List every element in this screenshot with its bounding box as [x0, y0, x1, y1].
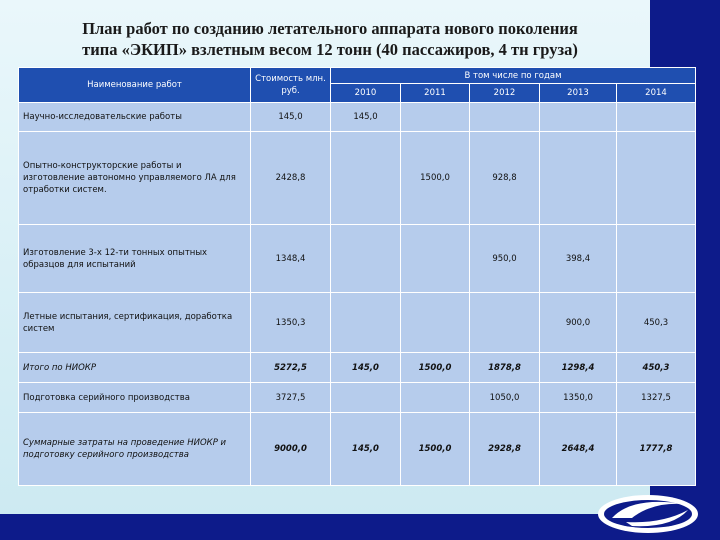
- row-2014: 450,3: [617, 353, 696, 383]
- row-2013: 1298,4: [540, 353, 617, 383]
- row-2012: [470, 293, 540, 353]
- table-row: [19, 225, 696, 293]
- row-2012: 2928,8: [470, 413, 540, 486]
- row-name: Опытно-конструкторские работы и изготовление автономно управляемого ЛА для отработки систем.: [19, 132, 251, 225]
- row-name: Летные испытания, сертификация, доработка систем: [19, 293, 251, 353]
- row-2014: 450,3: [617, 293, 696, 353]
- row-2011: [401, 225, 470, 293]
- row-cost: 3727,5: [251, 383, 331, 413]
- row-2010: [331, 293, 401, 353]
- row-name: Научно-исследовательские работы: [19, 103, 251, 132]
- table-row: [19, 132, 696, 225]
- row-2010: [331, 225, 401, 293]
- title-line-1: План работ по созданию летательного аппарата нового поколения: [82, 19, 578, 38]
- row-2011: [401, 383, 470, 413]
- table-row: [19, 293, 696, 353]
- header-cost: Стоимость млн. руб.: [251, 68, 331, 103]
- row-2014: 1327,5: [617, 383, 696, 413]
- row-2011: 1500,0: [401, 132, 470, 225]
- row-2012: 1050,0: [470, 383, 540, 413]
- header-year-2014: 2014: [617, 84, 696, 103]
- row-cost: 2428,8: [251, 132, 331, 225]
- header-work-name: Наименование работ: [19, 68, 251, 103]
- row-2010: 145,0: [331, 103, 401, 132]
- row-2011: [401, 103, 470, 132]
- row-2011: 1500,0: [401, 353, 470, 383]
- row-2013: 900,0: [540, 293, 617, 353]
- row-cost: 1350,3: [251, 293, 331, 353]
- row-2012: 950,0: [470, 225, 540, 293]
- row-name: Итого по НИОКР: [19, 353, 251, 383]
- header-year-2012: 2012: [470, 84, 540, 103]
- work-plan-table: [18, 67, 696, 486]
- row-2014: [617, 132, 696, 225]
- row-2011: [401, 293, 470, 353]
- row-2014: [617, 225, 696, 293]
- row-cost: 145,0: [251, 103, 331, 132]
- row-2012: 928,8: [470, 132, 540, 225]
- table-row: [19, 353, 696, 383]
- row-name: Изготовление 3-х 12-ти тонных опытных образцов для испытаний: [19, 225, 251, 293]
- row-2012: 1878,8: [470, 353, 540, 383]
- row-2012: [470, 103, 540, 132]
- row-2010: 145,0: [331, 413, 401, 486]
- table-row: [19, 383, 696, 413]
- row-2013: 398,4: [540, 225, 617, 293]
- row-2010: 145,0: [331, 353, 401, 383]
- table-row: [19, 103, 696, 132]
- header-year-2013: 2013: [540, 84, 617, 103]
- row-2010: [331, 132, 401, 225]
- row-cost: 1348,4: [251, 225, 331, 293]
- header-year-2011: 2011: [401, 84, 470, 103]
- page-title: [20, 18, 640, 60]
- title-line-2: типа «ЭКИП» взлетным весом 12 тонн (40 пассажиров, 4 тн груза): [82, 40, 578, 59]
- row-2014: 1777,8: [617, 413, 696, 486]
- row-cost: 5272,5: [251, 353, 331, 383]
- row-2010: [331, 383, 401, 413]
- row-2013: 1350,0: [540, 383, 617, 413]
- row-2013: [540, 132, 617, 225]
- table-row: [19, 413, 696, 486]
- row-2011: 1500,0: [401, 413, 470, 486]
- row-name: Суммарные затраты на проведение НИОКР и подготовку серийного производства: [19, 413, 251, 486]
- row-cost: 9000,0: [251, 413, 331, 486]
- row-2013: 2648,4: [540, 413, 617, 486]
- ekip-logo-icon: [592, 488, 702, 536]
- row-name: Подготовка серийного производства: [19, 383, 251, 413]
- header-by-year: В том числе по годам: [331, 68, 696, 84]
- row-2014: [617, 103, 696, 132]
- header-year-2010: 2010: [331, 84, 401, 103]
- row-2013: [540, 103, 617, 132]
